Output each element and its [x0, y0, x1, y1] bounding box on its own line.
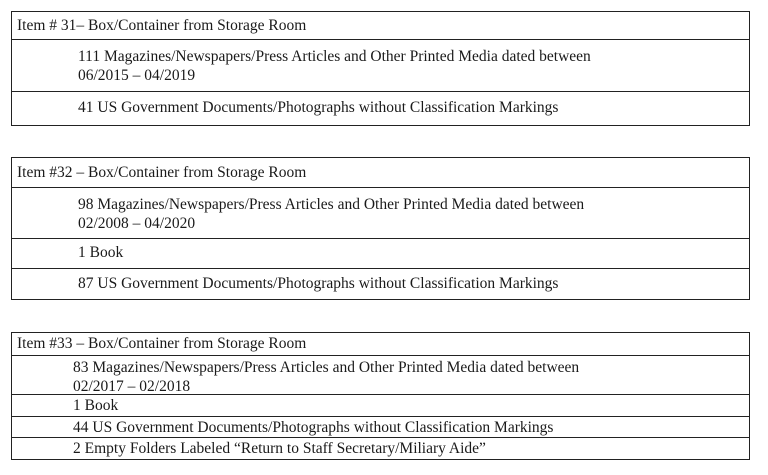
- item-33-row-book: [12, 394, 749, 416]
- item-33-row-folders: [12, 437, 749, 459]
- item-31-header: [12, 12, 749, 39]
- row-text-line2: 02/2008 – 04/2020: [78, 215, 196, 232]
- item-33-header: [12, 333, 749, 355]
- row-text-line1: 98 Magazines/Newspapers/Press Articles and Other Printed Media dated between: [78, 196, 585, 213]
- row-text-line1: 1 Book: [73, 397, 119, 414]
- item-32-row-media: [12, 187, 749, 238]
- item-31-row-documents: [12, 91, 749, 125]
- row-text-line1: 2 Empty Folders Labeled “Return to Staff Secretary/Miliary Aide”: [73, 440, 486, 457]
- item-31-row-media: [12, 39, 749, 91]
- item-33-row-media: [12, 355, 749, 394]
- item-32-header: [12, 158, 749, 187]
- row-text-line1: 41 US Government Documents/Photographs without Classification Markings: [78, 99, 559, 116]
- row-text-line1: 87 US Government Documents/Photographs without Classification Markings: [78, 275, 559, 292]
- row-text-line1: 83 Magazines/Newspapers/Press Articles and Other Printed Media dated between: [73, 359, 580, 376]
- item-32-table: [11, 157, 750, 300]
- row-text-line1: 1 Book: [78, 244, 124, 261]
- item-header-text: Item #32 – Box/Container from Storage Room: [17, 164, 307, 181]
- row-text-line2: 02/2017 – 02/2018: [73, 378, 191, 395]
- item-header-text: Item # 31– Box/Container from Storage Room: [17, 17, 307, 34]
- item-header-text: Item #33 – Box/Container from Storage Room: [17, 335, 307, 352]
- item-31-table: [11, 11, 750, 126]
- item-32-row-book: [12, 238, 749, 268]
- row-text-line1: 111 Magazines/Newspapers/Press Articles and Other Printed Media dated between: [78, 48, 591, 65]
- row-text-line1: 44 US Government Documents/Photographs without Classification Markings: [73, 419, 554, 436]
- item-32-row-documents: [12, 268, 749, 299]
- row-text-line2: 06/2015 – 04/2019: [78, 67, 196, 84]
- item-33-row-documents: [12, 416, 749, 437]
- item-33-table: [11, 332, 750, 460]
